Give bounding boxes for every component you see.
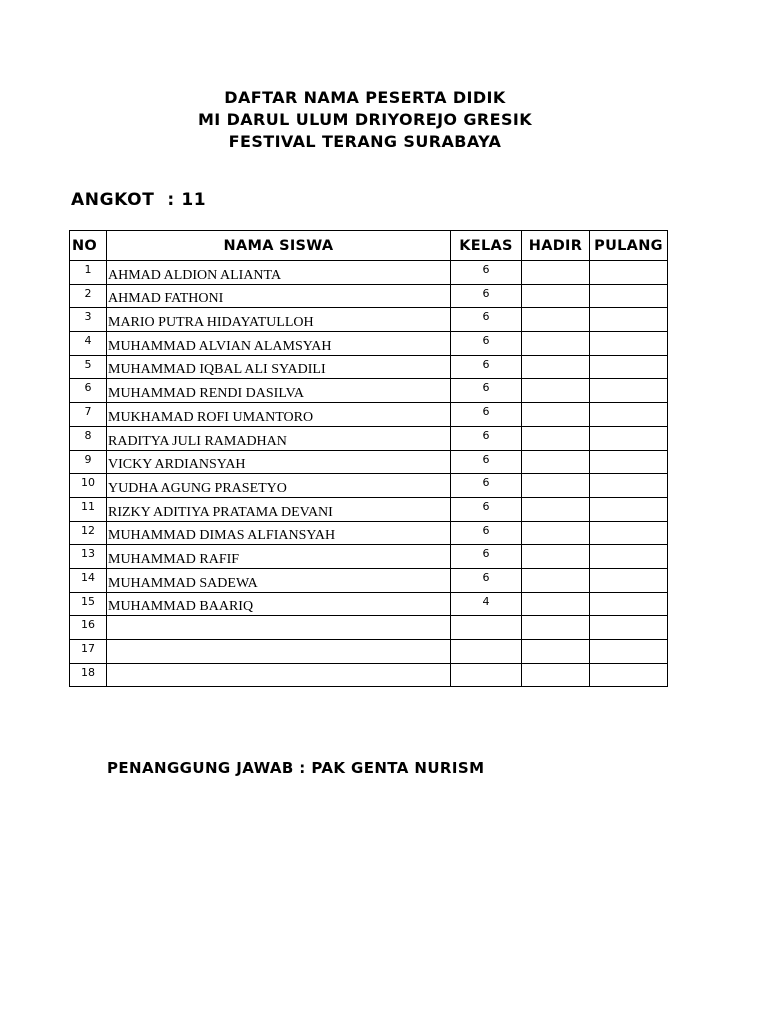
student-name: MUKHAMAD ROFI UMANTORO — [107, 403, 451, 427]
return-cell[interactable] — [590, 568, 668, 592]
return-cell[interactable] — [590, 592, 668, 616]
return-cell[interactable] — [590, 379, 668, 403]
row-number: 11 — [70, 497, 107, 521]
return-cell[interactable] — [590, 497, 668, 521]
table-row — [70, 332, 668, 356]
return-cell[interactable] — [590, 521, 668, 545]
return-cell[interactable] — [590, 450, 668, 474]
class-cell: 6 — [451, 403, 522, 427]
attendance-cell[interactable] — [522, 355, 590, 379]
row-number: 2 — [70, 284, 107, 308]
return-cell[interactable] — [590, 545, 668, 569]
attendance-cell[interactable] — [522, 616, 590, 640]
return-cell[interactable] — [590, 284, 668, 308]
attendance-cell[interactable] — [522, 568, 590, 592]
attendance-cell[interactable] — [522, 592, 590, 616]
table-row — [70, 284, 668, 308]
class-cell: 6 — [451, 521, 522, 545]
attendance-cell[interactable] — [522, 426, 590, 450]
student-name: RIZKY ADITIYA PRATAMA DEVANI — [107, 497, 451, 521]
table-row — [70, 663, 668, 687]
class-cell: 4 — [451, 592, 522, 616]
attendance-cell[interactable] — [522, 521, 590, 545]
table-body — [70, 261, 668, 687]
table-row — [70, 592, 668, 616]
class-cell: 6 — [451, 545, 522, 569]
class-cell — [451, 663, 522, 687]
person-in-charge: PENANGGUNG JAWAB : PAK GENTA NURISM — [107, 759, 485, 777]
table-row — [70, 521, 668, 545]
return-cell[interactable] — [590, 308, 668, 332]
table-header-row — [70, 231, 668, 261]
attendance-cell[interactable] — [522, 640, 590, 664]
column-header-no: NO — [70, 231, 107, 261]
student-name: MUHAMMAD IQBAL ALI SYADILI — [107, 355, 451, 379]
row-number: 18 — [70, 663, 107, 687]
row-number: 16 — [70, 616, 107, 640]
attendance-cell[interactable] — [522, 332, 590, 356]
row-number: 14 — [70, 568, 107, 592]
return-cell[interactable] — [590, 332, 668, 356]
table-row — [70, 355, 668, 379]
return-cell[interactable] — [590, 426, 668, 450]
table-row — [70, 403, 668, 427]
column-header-pulang: PULANG — [590, 231, 668, 261]
attendance-cell[interactable] — [522, 545, 590, 569]
student-name: MUHAMMAD SADEWA — [107, 568, 451, 592]
class-cell: 6 — [451, 261, 522, 285]
student-name: MARIO PUTRA HIDAYATULLOH — [107, 308, 451, 332]
student-name: MUHAMMAD ALVIAN ALAMSYAH — [107, 332, 451, 356]
table-row — [70, 568, 668, 592]
event-name: FESTIVAL TERANG SURABAYA — [228, 132, 502, 151]
student-name — [107, 640, 451, 664]
attendance-cell[interactable] — [522, 663, 590, 687]
row-number: 13 — [70, 545, 107, 569]
row-number: 4 — [70, 332, 107, 356]
table-row — [70, 616, 668, 640]
student-name: MUHAMMAD RENDI DASILVA — [107, 379, 451, 403]
student-name: MUHAMMAD RAFIF — [107, 545, 451, 569]
row-number: 6 — [70, 379, 107, 403]
class-cell: 6 — [451, 474, 522, 498]
attendance-cell[interactable] — [522, 497, 590, 521]
row-number: 10 — [70, 474, 107, 498]
return-cell[interactable] — [590, 616, 668, 640]
student-name — [107, 663, 451, 687]
table-row — [70, 545, 668, 569]
class-cell: 6 — [451, 284, 522, 308]
class-cell: 6 — [451, 450, 522, 474]
table-row — [70, 308, 668, 332]
attendance-cell[interactable] — [522, 284, 590, 308]
class-cell: 6 — [451, 332, 522, 356]
return-cell[interactable] — [590, 261, 668, 285]
row-number: 5 — [70, 355, 107, 379]
column-header-nama: NAMA SISWA — [107, 231, 451, 261]
row-number: 15 — [70, 592, 107, 616]
table-row — [70, 497, 668, 521]
attendance-cell[interactable] — [522, 474, 590, 498]
class-cell: 6 — [451, 308, 522, 332]
row-number: 7 — [70, 403, 107, 427]
attendance-cell[interactable] — [522, 379, 590, 403]
student-name — [107, 616, 451, 640]
table-row — [70, 379, 668, 403]
student-name: AHMAD FATHONI — [107, 284, 451, 308]
attendance-cell[interactable] — [522, 261, 590, 285]
class-cell: 6 — [451, 355, 522, 379]
student-roster-table — [69, 230, 668, 687]
student-name: AHMAD ALDION ALIANTA — [107, 261, 451, 285]
attendance-cell[interactable] — [522, 308, 590, 332]
table-row — [70, 474, 668, 498]
class-cell: 6 — [451, 426, 522, 450]
class-cell — [451, 640, 522, 664]
row-number: 17 — [70, 640, 107, 664]
table-row — [70, 640, 668, 664]
student-name: RADITYA JULI RAMADHAN — [107, 426, 451, 450]
table-row — [70, 450, 668, 474]
student-name: YUDHA AGUNG PRASETYO — [107, 474, 451, 498]
column-header-kelas: KELAS — [451, 231, 522, 261]
student-name: MUHAMMAD DIMAS ALFIANSYAH — [107, 521, 451, 545]
class-cell — [451, 616, 522, 640]
row-number: 12 — [70, 521, 107, 545]
school-name: MI DARUL ULUM DRIYOREJO GRESIK — [197, 110, 533, 129]
student-name: MUHAMMAD BAARIQ — [107, 592, 451, 616]
return-cell[interactable] — [590, 474, 668, 498]
table-row — [70, 426, 668, 450]
return-cell[interactable] — [590, 355, 668, 379]
row-number: 3 — [70, 308, 107, 332]
class-cell: 6 — [451, 568, 522, 592]
row-number: 8 — [70, 426, 107, 450]
class-cell: 6 — [451, 497, 522, 521]
column-header-hadir: HADIR — [522, 231, 590, 261]
attendance-cell[interactable] — [522, 450, 590, 474]
document-title: DAFTAR NAMA PESERTA DIDIK — [224, 88, 506, 107]
row-number: 9 — [70, 450, 107, 474]
return-cell[interactable] — [590, 640, 668, 664]
angkot-label: ANGKOT : 11 — [71, 190, 207, 210]
attendance-cell[interactable] — [522, 403, 590, 427]
table-row — [70, 261, 668, 285]
return-cell[interactable] — [590, 663, 668, 687]
student-name: VICKY ARDIANSYAH — [107, 450, 451, 474]
row-number: 1 — [70, 261, 107, 285]
return-cell[interactable] — [590, 403, 668, 427]
class-cell: 6 — [451, 379, 522, 403]
